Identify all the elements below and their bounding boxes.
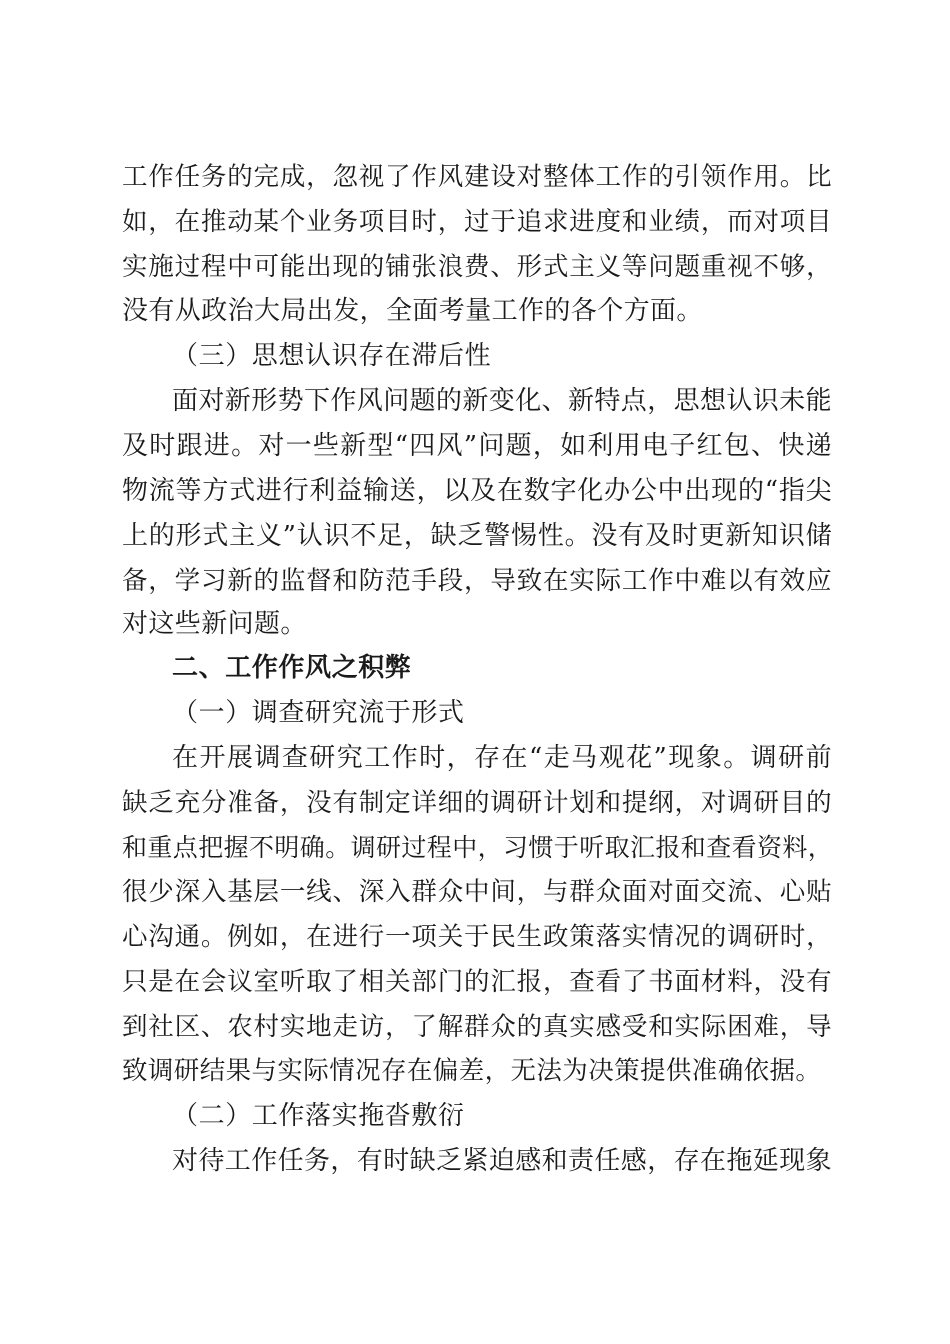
paragraph-line: 没有从政治大局出发，全面考量工作的各个方面。 xyxy=(122,296,703,326)
subheading-three: （三）思想认识存在滞后性 xyxy=(172,341,492,371)
paragraph-line: 工作任务的完成，忽视了作风建设对整体工作的引领作用。比 xyxy=(122,162,832,192)
paragraph-line: 只是在会议室听取了相关部门的汇报，查看了书面材料，没有 xyxy=(122,967,832,997)
paragraph-line: 上的形式主义”认识不足，缺乏警惕性。没有及时更新知识储 xyxy=(122,521,832,551)
paragraph-line: 面对新形势下作风问题的新变化、新特点，思想认识未能 xyxy=(172,386,833,416)
paragraph-line: 和重点把握不明确。调研过程中，习惯于听取汇报和查看资料， xyxy=(122,833,834,862)
subheading-one: （一）调查研究流于形式 xyxy=(172,698,465,728)
paragraph-line: 对待工作任务，有时缺乏紧迫感和责任感，存在拖延现象 xyxy=(172,1146,833,1176)
paragraph-line: 如，在推动某个业务项目时，过于追求进度和业绩，而对项目 xyxy=(122,207,832,237)
paragraph-line: 在开展调查研究工作时，存在“走马观花”现象。调研前 xyxy=(172,743,832,773)
paragraph-line: 物流等方式进行利益输送，以及在数字化办公中出现的“指尖 xyxy=(122,476,832,506)
paragraph-line: 心沟通。例如，在进行一项关于民生政策落实情况的调研时， xyxy=(122,922,832,952)
paragraph-line: 对这些新问题。 xyxy=(122,609,307,639)
paragraph-line: 实施过程中可能出现的铺张浪费、形式主义等问题重视不够， xyxy=(122,252,832,282)
paragraph-line: 缺乏充分准备，没有制定详细的调研计划和提纲，对调研目的 xyxy=(122,788,832,818)
paragraph-line: 致调研结果与实际情况存在偏差，无法为决策提供准确依据。 xyxy=(122,1056,822,1086)
subheading-two: （二）工作落实拖沓敷衍 xyxy=(172,1101,465,1131)
paragraph-line: 备，学习新的监督和防范手段，导致在实际工作中难以有效应 xyxy=(122,566,832,596)
paragraph-line: 很少深入基层一线、深入群众中间，与群众面对面交流、心贴 xyxy=(122,877,832,907)
paragraph-line: 到社区、农村实地走访，了解群众的真实感受和实际困难，导 xyxy=(122,1012,832,1042)
paragraph-line: 及时跟进。对一些新型“四风”问题，如利用电子红包、快递 xyxy=(122,431,832,461)
section-heading: 二、工作作风之积弊 xyxy=(172,653,412,683)
